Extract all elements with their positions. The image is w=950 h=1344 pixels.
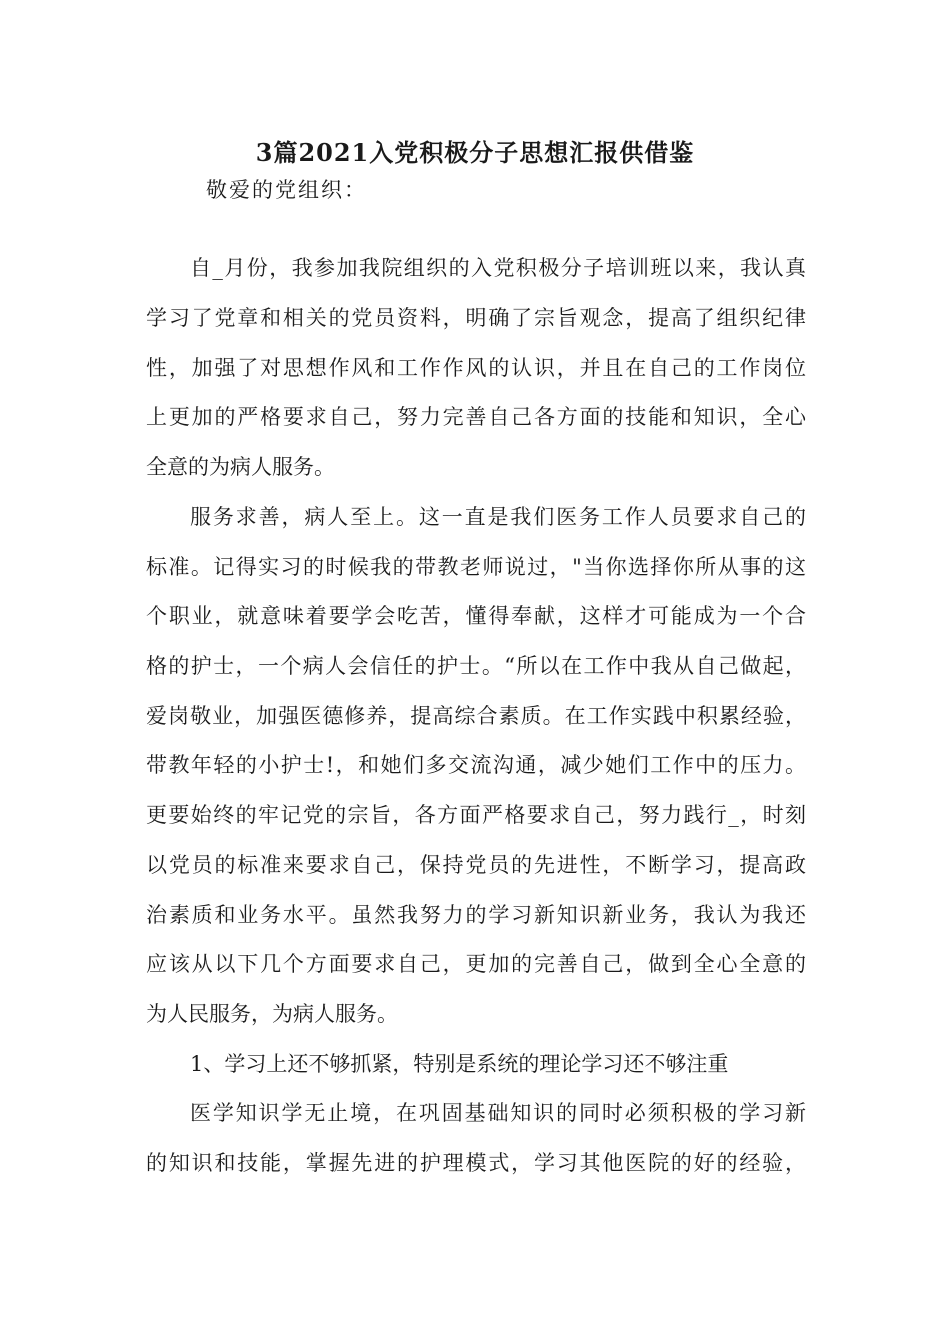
paragraph-line: 带教年轻的小护士!，和她们多交流沟通，减少她们工作中的压力。 bbox=[146, 753, 806, 777]
section-heading: 1、学习上还不够抓紧，特别是系统的理论学习还不够注重 bbox=[190, 1052, 729, 1076]
paragraph-line: 应该从以下几个方面要求自己，更加的完善自己，做到全心全意的 bbox=[146, 952, 806, 976]
paragraph-line: 治素质和业务水平。虽然我努力的学习新知识新业务，我认为我还 bbox=[146, 903, 806, 927]
paragraph-line: 医学知识学无止境，在巩固基础知识的同时必须积极的学习新 bbox=[190, 1101, 806, 1125]
paragraph-line: 服务求善，病人至上。这一直是我们医务工作人员要求自己的 bbox=[190, 505, 806, 529]
paragraph-line: 全意的为病人服务。 bbox=[146, 455, 335, 479]
document-title: 3篇2021入党积极分子思想汇报供借鉴 bbox=[255, 138, 695, 167]
paragraph-line: 个职业，就意味着要学会吃苦，懂得奉献，这样才可能成为一个合 bbox=[146, 604, 806, 628]
paragraph-line: 的知识和技能，掌握先进的护理模式，学习其他医院的好的经验， bbox=[146, 1151, 806, 1175]
paragraph-line: 格的护士，一个病人会信任的护士。“所以在工作中我从自己做起， bbox=[146, 654, 806, 678]
salutation: 敬爱的党组织： bbox=[206, 178, 367, 202]
paragraph-line: 学习了党章和相关的党员资料，明确了宗旨观念，提高了组织纪律 bbox=[146, 306, 806, 330]
paragraph-line: 标准。记得实习的时候我的带教老师说过，"当你选择你所从事的这 bbox=[146, 555, 806, 579]
paragraph-line: 更要始终的牢记党的宗旨，各方面严格要求自己，努力践行_，时刻 bbox=[146, 803, 806, 827]
paragraph-line: 上更加的严格要求自己，努力完善自己各方面的技能和知识，全心 bbox=[146, 405, 806, 429]
paragraph-line: 以党员的标准来要求自己，保持党员的先进性，不断学习，提高政 bbox=[146, 853, 806, 877]
paragraph-line: 爱岗敬业，加强医德修养，提高综合素质。在工作实践中积累经验， bbox=[146, 704, 806, 728]
paragraph-line: 性，加强了对思想作风和工作作风的认识，并且在自己的工作岗位 bbox=[146, 356, 806, 380]
paragraph-line: 为人民服务，为病人服务。 bbox=[146, 1002, 398, 1026]
paragraph-line: 自_月份，我参加我院组织的入党积极分子培训班以来，我认真 bbox=[190, 256, 806, 280]
